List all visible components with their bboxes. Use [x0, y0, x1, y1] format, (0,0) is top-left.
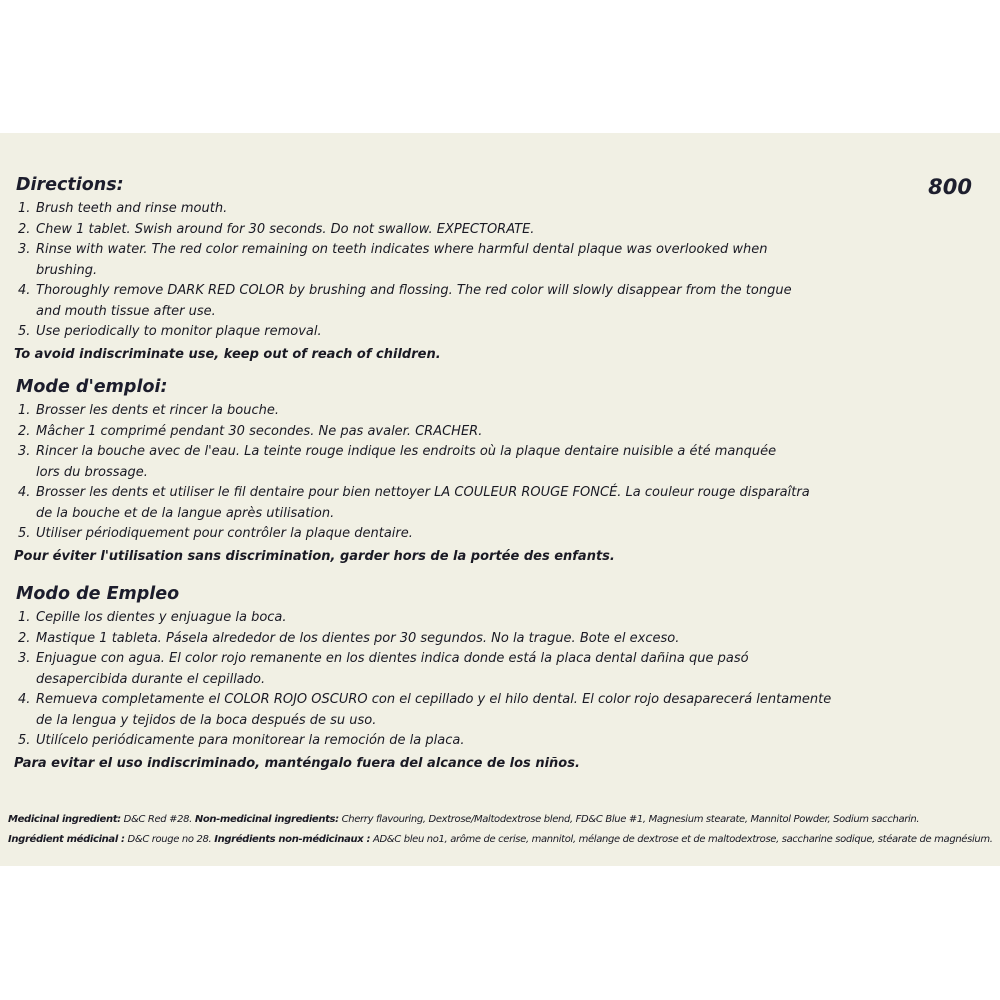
english-steps-list — [14, 199, 814, 343]
list-item: 4. Brosser les dents et utiliser le fil dentaire pour bien nettoyer LA COULEUR ROUGE FONCÉ. La couleur rouge disparaîtra de la bouche et de la langue après utilisation. — [18, 485, 810, 521]
list-item: 1. Brosser les dents et rincer la bouche. — [18, 403, 279, 418]
list-item: 5. Use periodically to monitor plaque removal. — [18, 324, 322, 339]
medicinal-ingredient-value: D&C Red #28. — [120, 814, 195, 825]
french-heading: Mode d'emploi: — [16, 377, 168, 397]
list-item: 2. Mastique 1 tableta. Pásela alrededor de los dientes por 30 segundos. No la trague. Bote el exceso. — [18, 630, 680, 646]
list-item: 3. Rincer la bouche avec de l'eau. La teinte rouge indique les endroits où la plaque dentaire nuisible a été manquée lors du brossage. — [18, 444, 777, 480]
medicinal-ingredient-label-fr: Ingrédient médicinal : — [8, 834, 125, 845]
french-warning: Pour éviter l'utilisation sans discrimination, garder hors de la portée des enfants. — [14, 548, 615, 564]
ingredients-french — [8, 830, 993, 850]
medicinal-ingredient-label: Medicinal ingredient: — [8, 814, 121, 825]
english-warning: To avoid indiscriminate use, keep out of reach of children. — [14, 346, 441, 362]
english-directions — [14, 174, 814, 366]
spanish-heading: Modo de Empleo — [16, 584, 180, 604]
french-directions — [14, 376, 814, 568]
list-item: 4. Remueva completamente el COLOR ROJO OSCURO con el cepillado y el hilo dental. El color rojo desaparecerá lentamente de la lengua y tejidos de la boca después de su uso. — [18, 692, 832, 728]
nonmedicinal-ingredients-label-fr: Ingrédients non-médicinaux : — [214, 834, 371, 845]
list-item: 1. Brush teeth and rinse mouth. — [18, 201, 228, 216]
nonmedicinal-ingredients-value: Cherry flavouring, Dextrose/Maltodextrose blend, FD&C Blue #1, Magnesium stearate, Mannitol Powder, Sodium saccharin. — [338, 814, 920, 825]
list-item: 4. Thoroughly remove DARK RED COLOR by brushing and flossing. The red color will slowly disappear from the tongue and mouth tissue after use. — [18, 283, 792, 319]
list-item: 2. Chew 1 tablet. Swish around for 30 seconds. Do not swallow. EXPECTORATE. — [18, 221, 535, 237]
ingredients-block — [8, 810, 993, 850]
french-steps-list — [14, 401, 814, 545]
list-item: 3. Enjuague con agua. El color rojo remanente en los dientes indica donde está la placa dental dañina que pasó desapercibida durante el cepillado. — [18, 651, 749, 687]
spanish-directions — [14, 583, 832, 775]
spanish-warning: Para evitar el uso indiscriminado, manténgalo fuera del alcance de los niños. — [14, 755, 580, 771]
ingredients-english — [8, 810, 993, 830]
list-item: 1. Cepille los dientes y enjuague la boca. — [18, 610, 287, 625]
english-heading: Directions: — [16, 175, 124, 195]
list-item: 5. Utilícelo periódicamente para monitorear la remoción de la placa. — [18, 733, 465, 748]
list-item: 2. Mâcher 1 comprimé pendant 30 secondes. Ne pas avaler. CRACHER. — [18, 423, 483, 439]
product-code: 800 — [928, 175, 972, 199]
nonmedicinal-ingredients-label: Non-medicinal ingredients: — [194, 814, 339, 825]
nonmedicinal-ingredients-value-fr: AD&C bleu no1, arôme de cerise, mannitol, mélange de dextrose et de maltodextrose, saccharine sodique, stéarate de magnésium. — [370, 834, 993, 845]
list-item: 3. Rinse with water. The red color remaining on teeth indicates where harmful dental plaque was overlooked when brushing. — [18, 242, 768, 278]
spanish-steps-list — [14, 608, 832, 752]
medicinal-ingredient-value-fr: D&C rouge no 28. — [124, 834, 215, 845]
instruction-card — [0, 133, 1000, 866]
list-item: 5. Utiliser périodiquement pour contrôler la plaque dentaire. — [18, 526, 413, 541]
